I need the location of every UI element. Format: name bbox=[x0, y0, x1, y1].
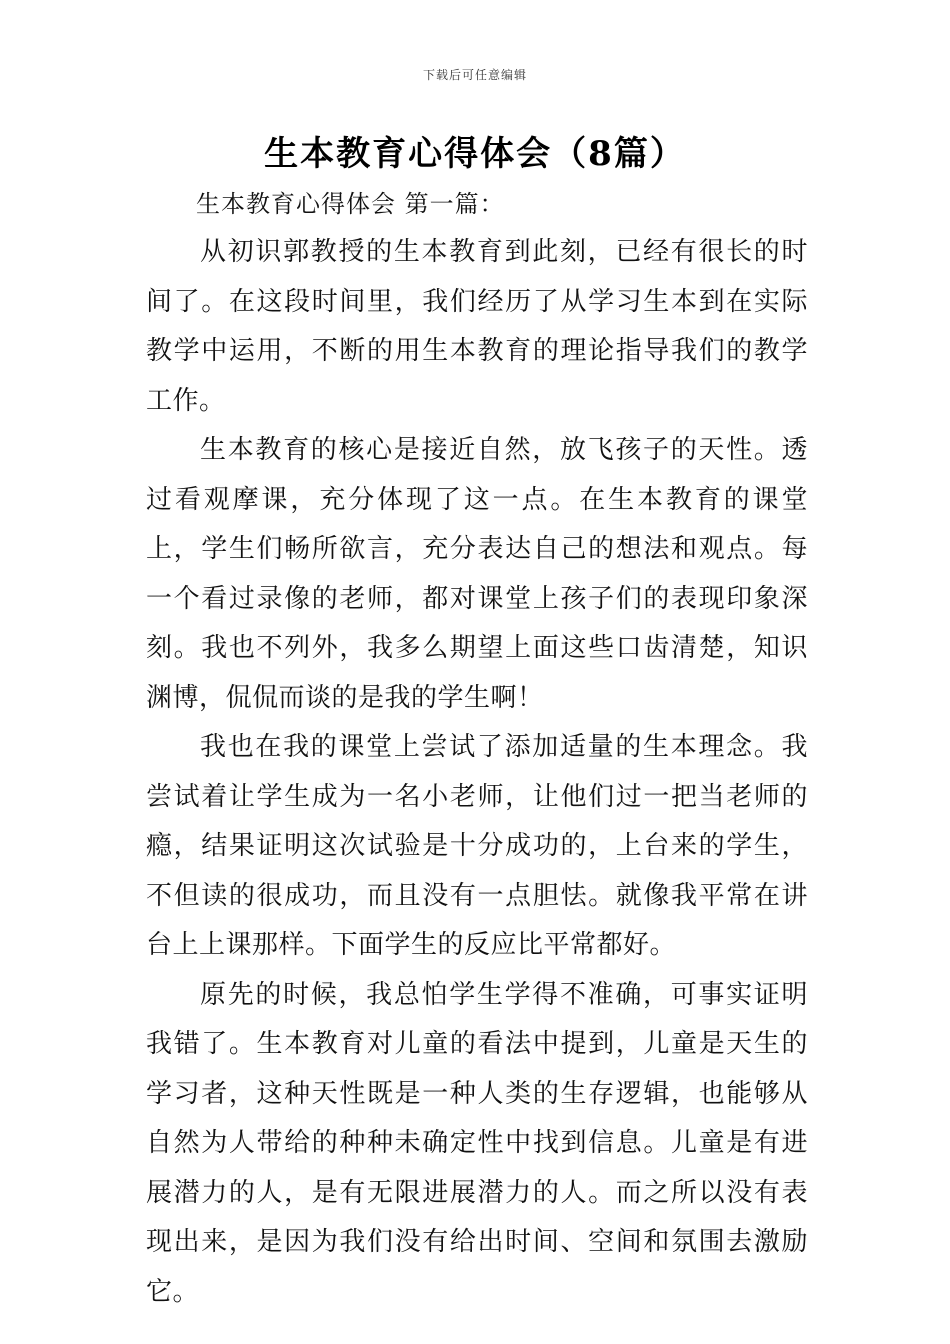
body-text bbox=[146, 228, 808, 1317]
section-heading: 生本教育心得体会 第一篇： bbox=[196, 190, 505, 218]
paragraph-2: 生本教育的核心是接近自然，放飞孩子的天性。透过看观摩课，充分体现了这一点。在生本教育的课堂上，学生们畅所欲言，充分表达自己的想法和观点。每一个看过录像的老师，都对课堂上孩子们的表现印象深刻。我也不列外，我多么期望上面这些口齿清楚，知识渊博，侃侃而谈的是我的学生啊！ bbox=[146, 435, 808, 713]
paragraph-4: 原先的时候，我总怕学生学得不准确，可事实证明我错了。生本教育对儿童的看法中提到，儿童是天生的学习者，这种天性既是一种人类的生存逻辑，也能够从自然为人带给的种种未确定性中找到信息。儿童是有进展潜力的人，是有无限进展潜力的人。而之所以没有表现出来，是因为我们没有给出时间、空间和氛围去激励它。 bbox=[146, 979, 808, 1307]
paragraph-1: 从初识郭教授的生本教育到此刻，已经有很长的时间了。在这段时间里，我们经历了从学习生本到在实际教学中运用，不断的用生本教育的理论指导我们的教学工作。 bbox=[146, 237, 808, 416]
paragraph-3: 我也在我的课堂上尝试了添加适量的生本理念。我尝试着让学生成为一名小老师，让他们过一把当老师的瘾，结果证明这次试验是十分成功的，上台来的学生，不但读的很成功，而且没有一点胆怯。就像我平常在讲台上上课那样。下面学生的反应比平常都好。 bbox=[146, 732, 808, 960]
document-title: 生本教育心得体会（8篇） bbox=[264, 134, 686, 174]
header-note: 下载后可任意编辑 bbox=[422, 68, 527, 82]
